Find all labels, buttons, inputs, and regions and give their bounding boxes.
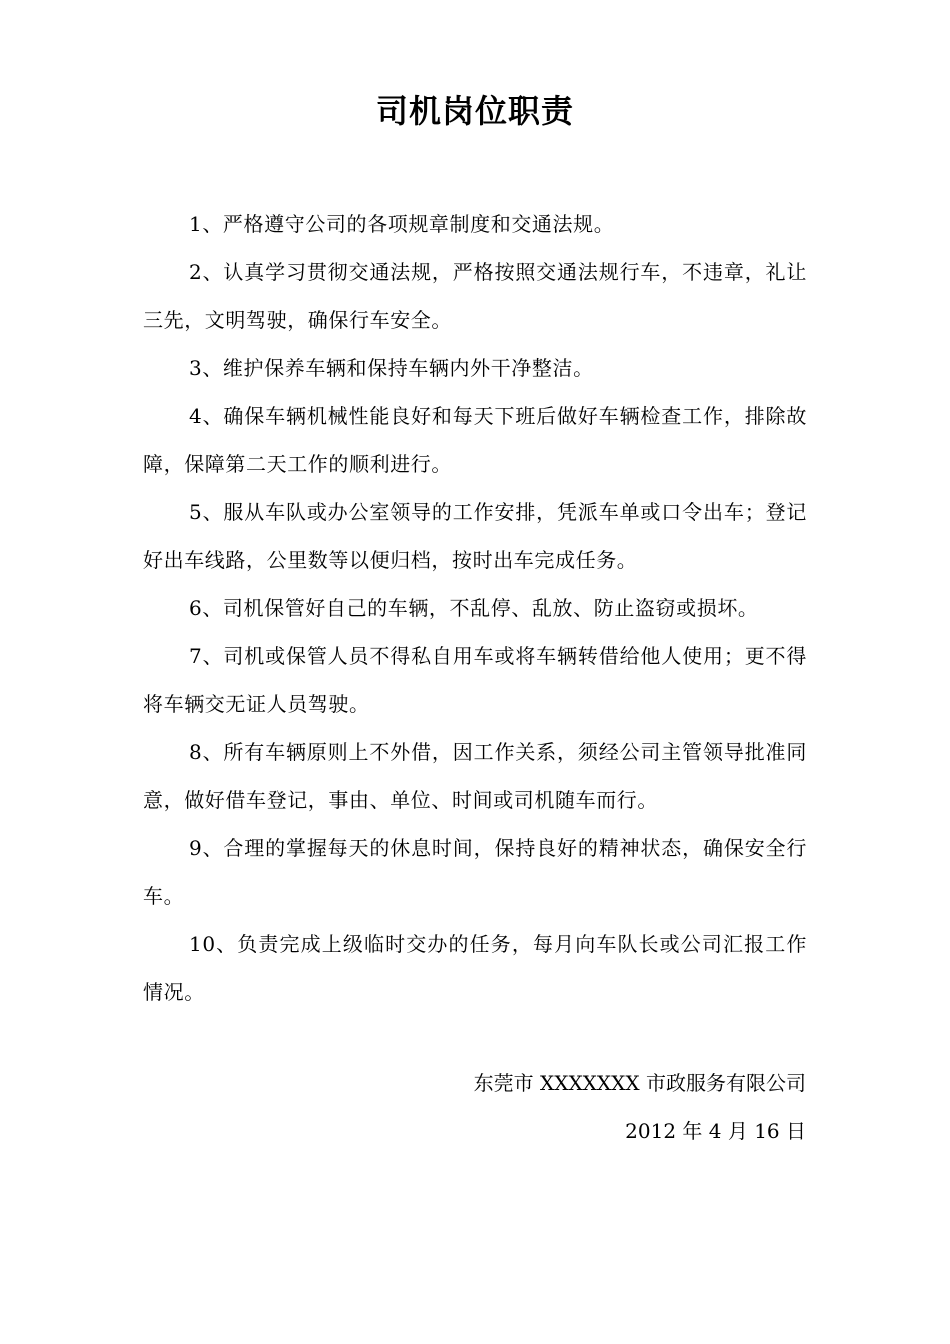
duty-item-3: 3、维护保养车辆和保持车辆内外干净整洁。 [189, 356, 594, 380]
document-title: 司机岗位职责 [375, 92, 574, 130]
signature-date: 2012 年 4 月 16 日 [625, 1119, 806, 1143]
duty-item-2: 2、认真学习贯彻交通法规，严格按照交通法规行车，不违章，礼让三先，文明驾驶，确保行车安全。 [143, 260, 807, 332]
duty-item-10: 10、负责完成上级临时交办的任务，每月向车队长或公司汇报工作情况。 [143, 932, 807, 1004]
duty-item-8: 8、所有车辆原则上不外借，因工作关系，须经公司主管领导批准同意，做好借车登记，事由、单位、时间或司机随车而行。 [143, 740, 807, 812]
duty-item-5: 5、服从车队或办公室领导的工作安排，凭派车单或口令出车；登记好出车线路，公里数等以便归档，按时出车完成任务。 [143, 500, 807, 572]
duty-item-6: 6、司机保管好自己的车辆，不乱停、乱放、防止盗窃或损坏。 [189, 596, 759, 620]
duty-list [143, 200, 807, 1016]
duty-item-9: 9、合理的掌握每天的休息时间，保持良好的精神状态，确保安全行车。 [143, 836, 807, 908]
duty-item-1: 1、严格遵守公司的各项规章制度和交通法规。 [189, 212, 615, 236]
duty-item-7: 7、司机或保管人员不得私自用车或将车辆转借给他人使用；更不得将车辆交无证人员驾驶。 [143, 644, 807, 716]
company-name: 东莞市 XXXXXXX 市政服务有限公司 [473, 1071, 806, 1095]
duty-item-4: 4、确保车辆机械性能良好和每天下班后做好车辆检查工作，排除故障，保障第二天工作的顺利进行。 [143, 404, 807, 476]
signature-block [400, 1059, 806, 1155]
